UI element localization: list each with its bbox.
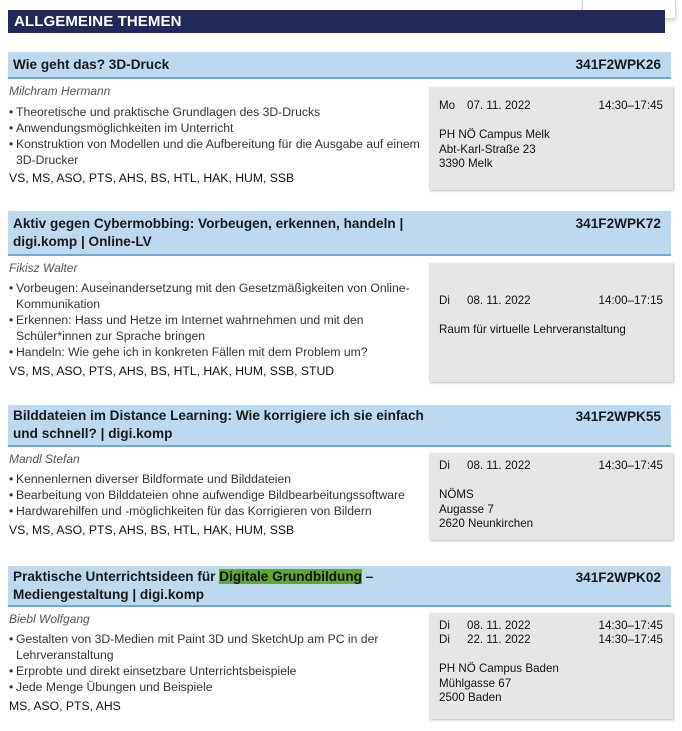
- course-code: 341F2WPK02: [575, 570, 661, 585]
- bullet-list: [9, 471, 421, 519]
- info-box: [429, 613, 673, 719]
- bullet-list: [9, 280, 421, 360]
- course-card: [8, 211, 671, 378]
- bullet-list: [9, 631, 421, 695]
- bullet-item: • Gestalten von 3D-Medien mit Paint 3D und SketchUp am PC in der Lehrveranstaltung: [9, 631, 421, 663]
- location-line: 2500 Baden: [439, 691, 502, 704]
- date: 08. 11. 2022: [467, 619, 531, 632]
- day: Di: [439, 459, 450, 472]
- bullet-item: • Jede Menge Übungen und Beispiele: [9, 679, 421, 695]
- audience: VS, MS, ASO, PTS, AHS, BS, HTL, HAK, HUM, SSB, STUD: [9, 364, 335, 378]
- audience: VS, MS, ASO, PTS, AHS, BS, HTL, HAK, HUM, SSB: [9, 523, 295, 537]
- instructor: Milchram Hermann: [9, 84, 111, 98]
- course-title-bar: [8, 566, 671, 607]
- instructor: Mandl Stefan: [9, 452, 80, 466]
- location-line: NÖMS: [439, 488, 474, 501]
- audience: VS, MS, ASO, PTS, AHS, BS, HTL, HAK, HUM, SSB: [9, 171, 295, 185]
- day: Mo: [439, 99, 456, 112]
- location-line: 3390 Melk: [439, 157, 493, 170]
- location: [439, 323, 665, 338]
- time: 14:30–17:45: [598, 619, 663, 632]
- time: 14:30–17:45: [598, 459, 663, 472]
- course-code: 341F2WPK55: [575, 409, 661, 424]
- instructor: Biebl Wolfgang: [9, 612, 90, 626]
- course-title: [13, 568, 433, 604]
- location-line: Mühlgasse 67: [439, 676, 512, 690]
- title-highlight: Digitale Grundbildung: [219, 568, 362, 584]
- title-text: – Mediengestaltung | digi.komp: [13, 568, 374, 602]
- date-row: [439, 633, 663, 648]
- bullet-item: • Erprobte und direkt einsetzbare Unterrichtsbeispiele: [9, 663, 421, 679]
- course-title: Aktiv gegen Cybermobbing: Vorbeugen, erkennen, handeln | digi.komp | Online-LV: [13, 215, 404, 249]
- date: 07. 11. 2022: [467, 99, 531, 112]
- course-title-bar: [8, 52, 671, 79]
- bullet-list: [9, 104, 421, 168]
- bullet-item: • Vorbeugen: Auseinandersetzung mit den Gesetzmäßigkeiten von Online-Kommunikation: [9, 280, 421, 312]
- date: 22. 11. 2022: [467, 633, 531, 646]
- date-row: [439, 619, 663, 634]
- audience: MS, ASO, PTS, AHS: [9, 699, 121, 713]
- date-row: [439, 294, 663, 309]
- location: [439, 128, 665, 172]
- time: 14:30–17:45: [598, 633, 663, 646]
- bullet-item: • Konstruktion von Modellen und die Aufbereitung für die Ausgabe auf einem 3D-Drucker: [9, 136, 421, 168]
- title-text: Praktische Unterrichtsideen für: [13, 568, 220, 584]
- course-card: [8, 52, 671, 185]
- time: 14:30–17:45: [598, 99, 663, 112]
- date: 08. 11. 2022: [467, 294, 531, 307]
- info-box: [429, 87, 673, 190]
- bullet-item: • Handeln: Wie gehe ich in konkreten Fällen mit dem Problem um?: [9, 344, 421, 360]
- course-code: 341F2WPK26: [575, 56, 661, 72]
- location-line: Raum für virtuelle Lehrveranstaltung: [439, 323, 626, 336]
- section-header: ALLGEMEINE THEMEN: [8, 10, 665, 33]
- bullet-item: • Hardwarehilfen und -möglichkeiten für das Korrigieren von Bildern: [9, 503, 421, 519]
- location-line: PH NÖ Campus Baden: [439, 662, 559, 675]
- course-title: Wie geht das? 3D-Druck: [13, 56, 170, 72]
- course-title: Bilddateien im Distance Learning: Wie korrigiere ich sie einfach und schnell? | digi.komp: [13, 408, 424, 441]
- date-row: [439, 99, 663, 114]
- bullet-item: • Erkennen: Hass und Hetze im Internet wahrnehmen und mit den Schüler*innen zur Sprache bringen: [9, 312, 421, 344]
- time: 14:00–17:15: [598, 294, 663, 307]
- location: [439, 488, 665, 532]
- course-card: [8, 405, 671, 537]
- course-card: [8, 566, 671, 713]
- day: Di: [439, 633, 450, 646]
- bullet-item: • Anwendungsmöglichkeiten im Unterricht: [9, 120, 421, 136]
- date: 08. 11. 2022: [467, 459, 531, 472]
- day: Di: [439, 619, 450, 632]
- info-box: [429, 453, 673, 540]
- location-line: Abt-Karl-Straße 23: [439, 142, 536, 156]
- instructor: Fikisz Walter: [9, 261, 78, 275]
- bullet-item: • Bearbeitung von Bilddateien ohne aufwendige Bildbearbeitungssoftware: [9, 487, 421, 503]
- info-box: [429, 263, 673, 382]
- day: Di: [439, 294, 450, 307]
- location: [439, 662, 665, 706]
- bullet-item: • Theoretische und praktische Grundlagen des 3D-Drucks: [9, 104, 421, 120]
- location-line: Augasse 7: [439, 502, 494, 516]
- course-code: 341F2WPK72: [575, 216, 661, 231]
- location-line: 2620 Neunkirchen: [439, 517, 534, 530]
- location-line: PH NÖ Campus Melk: [439, 128, 550, 141]
- bullet-item: • Kennenlernen diverser Bildformate und Bilddateien: [9, 471, 421, 487]
- course-title-bar: [8, 405, 671, 447]
- date-row: [439, 459, 663, 474]
- course-title-bar: [8, 211, 671, 256]
